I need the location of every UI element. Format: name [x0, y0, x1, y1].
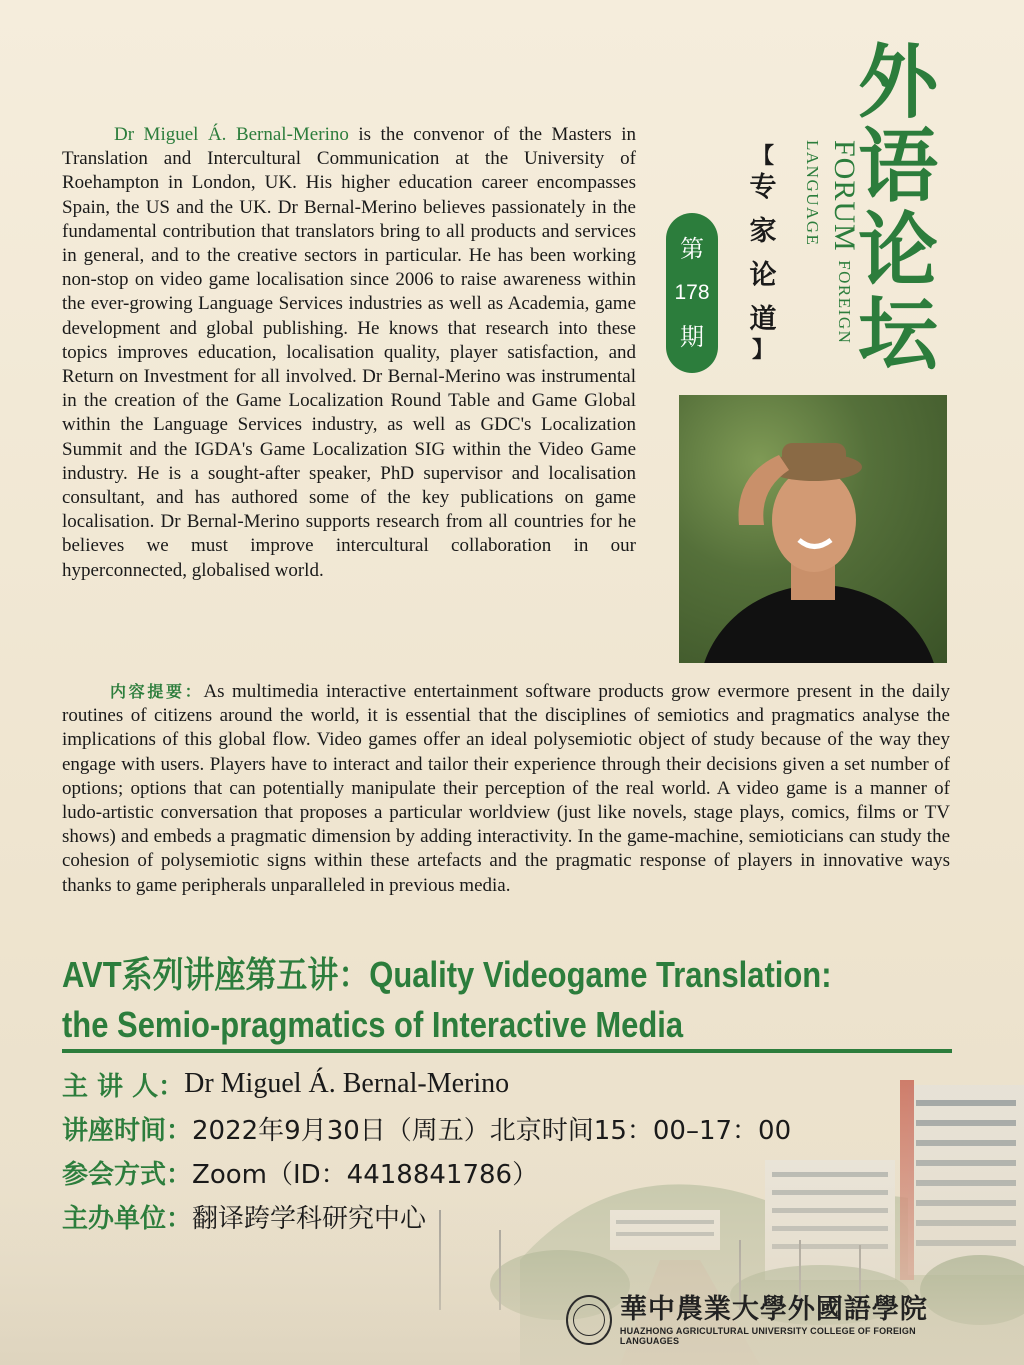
- masthead-en-main: FORUM: [828, 140, 861, 252]
- masthead-char: 语: [858, 119, 938, 213]
- portrait-illustration: [679, 395, 947, 663]
- lecture-info: [62, 1062, 791, 1238]
- info-row-organizer: [62, 1194, 791, 1238]
- college-name-cn: 華中農業大學外國語學院: [619, 1294, 928, 1325]
- column-label-char: 道: [749, 304, 777, 335]
- lecture-abstract: [62, 680, 950, 898]
- bracket-open: 【: [751, 144, 774, 169]
- title-divider: [62, 1049, 952, 1053]
- time-label: 讲座时间：: [62, 1115, 193, 1146]
- issue-number: 178: [674, 281, 710, 304]
- column-label-char: 论: [749, 260, 777, 291]
- speaker-value: Dr Miguel Á. Bernal-Merino: [184, 1068, 510, 1099]
- bio-text: is the convenor of the Masters in Translation and Intercultural Communication at the University of Roehampton in London, UK. His higher education career encompasses Spain, the US and the UK. Dr Bernal-Merino believes passionately in the fundamental contribution that translators bring to all products and services in general, and to the creative sectors in particular. He has been working non-stop on video game localisation since 2006 to raise awareness within the ever-growing Language Services industries as well as Academia, game development and global publishing. He knows that research into these topics improves education, localisation quality, player satisfaction, and Return on Investment for all involved. Dr Bernal-Merino was instrumental in the creation of the Game Localization Round Table and Game Global within the Language Services industry, as well as GDC's Localization Summit and the IGDA's Game Localization SIG within the Video Game industry. He is a sought-after speaker, PhD supervisor and localisation consultant, and has authored some of the key publications on game localisation. Dr Bernal-Merino supports research from all countries for he believes we must improve intercultural collaboration in our hyperconnected, globalised world.: [62, 124, 636, 581]
- speaker-label: 主 讲 人：: [62, 1071, 185, 1102]
- column-label-char: 家: [749, 216, 777, 247]
- column-label-char: 专: [749, 172, 777, 203]
- college-logo: [566, 1292, 946, 1348]
- speaker-portrait: [679, 395, 947, 663]
- time-value: 2022年9月30日（周五）北京时间15：00–17：00: [192, 1115, 792, 1146]
- forum-masthead-english: [800, 140, 860, 370]
- abstract-label: 内容提要：: [110, 682, 204, 701]
- university-seal-icon: [566, 1295, 612, 1345]
- speaker-name: Dr Miguel Á. Bernal-Merino: [114, 124, 349, 145]
- lecture-title-line1: AVT系列讲座第五讲：Quality Videogame Translation:: [62, 954, 832, 995]
- college-name-en: HUAZHONG AGRICULTURAL UNIVERSITY COLLEGE OF FOREIGN LANGUAGES: [619, 1326, 916, 1346]
- abstract-text: As multimedia interactive entertainment software products grow evermore present in the daily routines of citizens around the world, it is essential that the disciplines of semiotics and pragmatics analyse the implications of this global flow. Video games offer an ideal polysemiotic object of study because of the way they engage with users. Players have to interact and tailor their experience through their decisions given a set number of options; options that can potentially manipulate their perception of the real world. A video game is a manner of ludo-artistic conversation that proposes a particular worldview (just like novels, stage plays, comics, films or TV shows) and embeds a pragmatic dimension by adding interactivity. In the game-machine, semioticians can study the cohesion of polysemiotic signs within these artefacts and the pragmatic response of players in innovative ways thanks to game peripherals unparalleled in previous media.: [62, 681, 950, 896]
- masthead-char: 坛: [858, 287, 938, 381]
- masthead-char: 外: [858, 35, 938, 129]
- organizer-label: 主办单位：: [62, 1203, 193, 1234]
- issue-suffix: 期: [680, 323, 704, 351]
- column-label: [737, 144, 789, 368]
- issue-badge: [666, 213, 718, 373]
- info-row-speaker: [62, 1062, 791, 1106]
- bracket-close: 】: [751, 338, 774, 363]
- lecture-title: [62, 950, 956, 1050]
- organizer-value: 翻译跨学科研究中心: [192, 1203, 427, 1234]
- info-row-format: [62, 1150, 791, 1194]
- format-value: Zoom（ID：4418841786）: [192, 1159, 539, 1190]
- masthead-en-sub: FOREIGN LANGUAGE: [803, 140, 854, 345]
- masthead-char: 论: [858, 203, 938, 297]
- issue-prefix: 第: [680, 235, 704, 263]
- lecture-title-line2: the Semio-pragmatics of Interactive Media: [62, 1004, 684, 1045]
- format-label: 参会方式：: [62, 1159, 193, 1190]
- info-row-time: [62, 1106, 791, 1150]
- speaker-bio: [62, 123, 636, 583]
